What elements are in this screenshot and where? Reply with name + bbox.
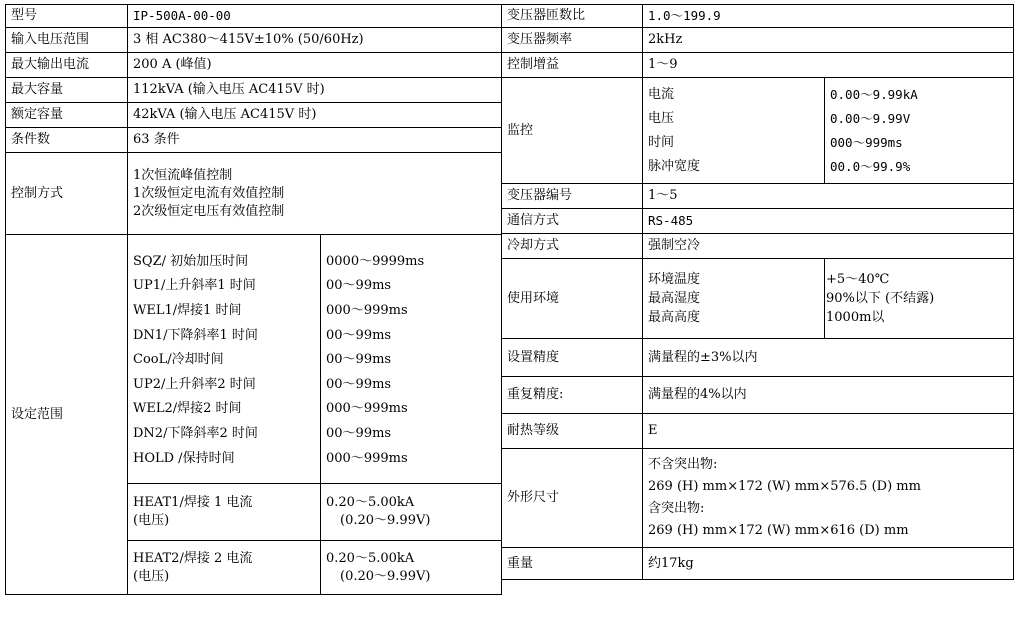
timing-range: 000～999ms bbox=[326, 401, 408, 417]
heat2-range-sub: (0.20～9.99V) bbox=[340, 568, 431, 584]
transformer-no-label: 变压器编号 bbox=[502, 184, 643, 209]
timing-name: CooL/冷却时间 bbox=[133, 352, 224, 368]
communication-label: 通信方式 bbox=[502, 209, 643, 234]
model-value: IP-500A-00-00 bbox=[128, 5, 502, 28]
timing-range: 0000～9999ms bbox=[326, 253, 425, 269]
row-control-mode bbox=[6, 153, 502, 235]
dimensions-line: 不含突出物: bbox=[648, 457, 718, 472]
row-communication bbox=[502, 209, 1014, 234]
timing-name: WEL1/焊接1 时间 bbox=[133, 303, 242, 319]
environment-value: 90%以下 (不结露) bbox=[826, 291, 935, 306]
timing-name: WEL2/焊接2 时间 bbox=[133, 401, 242, 417]
control-gain-value: 1～9 bbox=[643, 53, 1014, 78]
timing-range: 000～999ms bbox=[326, 303, 408, 319]
heat1-range bbox=[321, 484, 502, 541]
dimensions-label: 外形尺寸 bbox=[502, 449, 643, 548]
monitor-name: 电压 bbox=[648, 110, 675, 126]
timing-name: DN2/下降斜率2 时间 bbox=[133, 425, 258, 441]
row-setting-accuracy bbox=[502, 339, 1014, 377]
setting-range-label: 设定范围 bbox=[6, 235, 128, 595]
control-mode-values bbox=[128, 153, 502, 235]
dimensions-line: 269 (H) mm×172 (W) mm×576.5 (D) mm bbox=[648, 479, 921, 494]
row-max-capacity bbox=[6, 78, 502, 103]
control-mode-item: 1次级恒定电流有效值控制 bbox=[133, 185, 285, 201]
row-repeat-accuracy bbox=[502, 377, 1014, 414]
row-transformer-freq bbox=[502, 28, 1014, 53]
timing-range: 000～999ms bbox=[326, 450, 408, 466]
timing-range: 00～99ms bbox=[326, 425, 392, 441]
row-max-output-current bbox=[6, 53, 502, 78]
row-monitor bbox=[502, 78, 1014, 184]
timing-name: SQZ/ 初始加压时间 bbox=[133, 253, 249, 269]
row-weight bbox=[502, 548, 1014, 580]
rated-capacity-label: 额定容量 bbox=[6, 103, 128, 128]
monitor-name: 电流 bbox=[648, 86, 675, 102]
timing-name: HOLD /保持时间 bbox=[133, 450, 235, 466]
cooling-label: 冷却方式 bbox=[502, 234, 643, 259]
transformer-freq-value: 2kHz bbox=[643, 28, 1014, 53]
max-output-current-value: 200 A (峰值) bbox=[128, 53, 502, 78]
environment-name: 环境温度 bbox=[648, 272, 701, 287]
timing-names bbox=[128, 235, 321, 484]
row-turns-ratio bbox=[502, 5, 1014, 28]
monitor-names bbox=[643, 78, 825, 184]
timing-name: DN1/下降斜率1 时间 bbox=[133, 327, 258, 343]
timing-name: UP2/上升斜率2 时间 bbox=[133, 376, 256, 392]
rated-capacity-value: 42kVA (输入电压 AC415V 时) bbox=[128, 103, 502, 128]
control-mode-label: 控制方式 bbox=[6, 153, 128, 235]
timing-range: 00～99ms bbox=[326, 278, 392, 294]
input-voltage-value: 3 相 AC380～415V±10% (50/60Hz) bbox=[128, 28, 502, 53]
heat2-range bbox=[321, 541, 502, 595]
cooling-value: 强制空冷 bbox=[643, 234, 1014, 259]
heat-class-label: 耐热等级 bbox=[502, 414, 643, 449]
monitor-name: 脉冲宽度 bbox=[648, 158, 701, 174]
timing-name: UP1/上升斜率1 时间 bbox=[133, 278, 256, 294]
timing-ranges bbox=[321, 235, 502, 484]
max-output-current-label: 最大输出电流 bbox=[6, 53, 128, 78]
heat1-range-main: 0.20～5.00kA bbox=[326, 495, 415, 510]
row-transformer-no bbox=[502, 184, 1014, 209]
spec-table-right bbox=[501, 4, 1014, 580]
heat-class-value: E bbox=[643, 414, 1014, 449]
row-cooling bbox=[502, 234, 1014, 259]
repeat-accuracy-label: 重复精度: bbox=[502, 377, 643, 414]
turns-ratio-label: 变压器匝数比 bbox=[502, 5, 643, 28]
heat1-name bbox=[128, 484, 321, 541]
conditions-label: 条件数 bbox=[6, 128, 128, 153]
weight-label: 重量 bbox=[502, 548, 643, 580]
timing-range: 00～99ms bbox=[326, 327, 392, 343]
environment-name: 最高湿度 bbox=[648, 291, 701, 306]
monitor-name: 时间 bbox=[648, 134, 675, 150]
setting-accuracy-value: 满量程的±3%以内 bbox=[643, 339, 1014, 377]
transformer-freq-label: 变压器频率 bbox=[502, 28, 643, 53]
environment-values bbox=[825, 259, 1014, 339]
conditions-value: 63 条件 bbox=[128, 128, 502, 153]
control-mode-item: 2次级恒定电压有效值控制 bbox=[133, 203, 285, 219]
dimensions-line: 含突出物: bbox=[648, 501, 705, 516]
timing-range: 00～99ms bbox=[326, 352, 392, 368]
environment-label: 使用环境 bbox=[502, 259, 643, 339]
spec-table-left bbox=[5, 4, 502, 595]
environment-name: 最高高度 bbox=[648, 310, 701, 325]
turns-ratio-value: 1.0～199.9 bbox=[643, 5, 1014, 28]
timing-range: 00～99ms bbox=[326, 376, 392, 392]
environment-value: 1000m以 bbox=[826, 310, 885, 325]
heat2-range-main: 0.20～5.00kA bbox=[326, 550, 415, 566]
row-environment bbox=[502, 259, 1014, 339]
heat1-range-sub: (0.20～9.99V) bbox=[340, 513, 431, 528]
environment-value: +5～40℃ bbox=[826, 272, 890, 287]
row-dimensions bbox=[502, 449, 1014, 548]
spec-sheet bbox=[5, 4, 1013, 634]
control-gain-label: 控制增益 bbox=[502, 53, 643, 78]
repeat-accuracy-value: 满量程的4%以内 bbox=[643, 377, 1014, 414]
heat2-name-sub: (电压) bbox=[133, 568, 170, 584]
monitor-range: 000～999ms bbox=[830, 134, 903, 150]
control-mode-item: 1次恒流峰值控制 bbox=[133, 167, 233, 183]
row-input-voltage bbox=[6, 28, 502, 53]
max-capacity-value: 112kVA (输入电压 AC415V 时) bbox=[128, 78, 502, 103]
row-heat-class bbox=[502, 414, 1014, 449]
dimensions-line: 269 (H) mm×172 (W) mm×616 (D) mm bbox=[648, 523, 909, 538]
heat1-name-sub: (电压) bbox=[133, 513, 170, 528]
heat1-name-main: HEAT1/焊接 1 电流 bbox=[133, 495, 253, 510]
max-capacity-label: 最大容量 bbox=[6, 78, 128, 103]
row-setting-range-timings bbox=[6, 235, 502, 484]
communication-value: RS-485 bbox=[643, 209, 1014, 234]
input-voltage-label: 输入电压范围 bbox=[6, 28, 128, 53]
model-label: 型号 bbox=[6, 5, 128, 28]
row-model bbox=[6, 5, 502, 28]
dimensions-values bbox=[643, 449, 1014, 548]
heat2-name-main: HEAT2/焊接 2 电流 bbox=[133, 550, 253, 566]
weight-value: 约17kg bbox=[643, 548, 1014, 580]
row-control-gain bbox=[502, 53, 1014, 78]
heat2-name bbox=[128, 541, 321, 595]
monitor-label: 监控 bbox=[502, 78, 643, 184]
monitor-range: 00.0～99.9% bbox=[830, 158, 911, 174]
monitor-range: 0.00～9.99kA bbox=[830, 86, 918, 102]
environment-names bbox=[643, 259, 825, 339]
row-conditions bbox=[6, 128, 502, 153]
setting-accuracy-label: 设置精度 bbox=[502, 339, 643, 377]
monitor-ranges bbox=[825, 78, 1014, 184]
monitor-range: 0.00～9.99V bbox=[830, 110, 911, 126]
row-rated-capacity bbox=[6, 103, 502, 128]
transformer-no-value: 1～5 bbox=[643, 184, 1014, 209]
